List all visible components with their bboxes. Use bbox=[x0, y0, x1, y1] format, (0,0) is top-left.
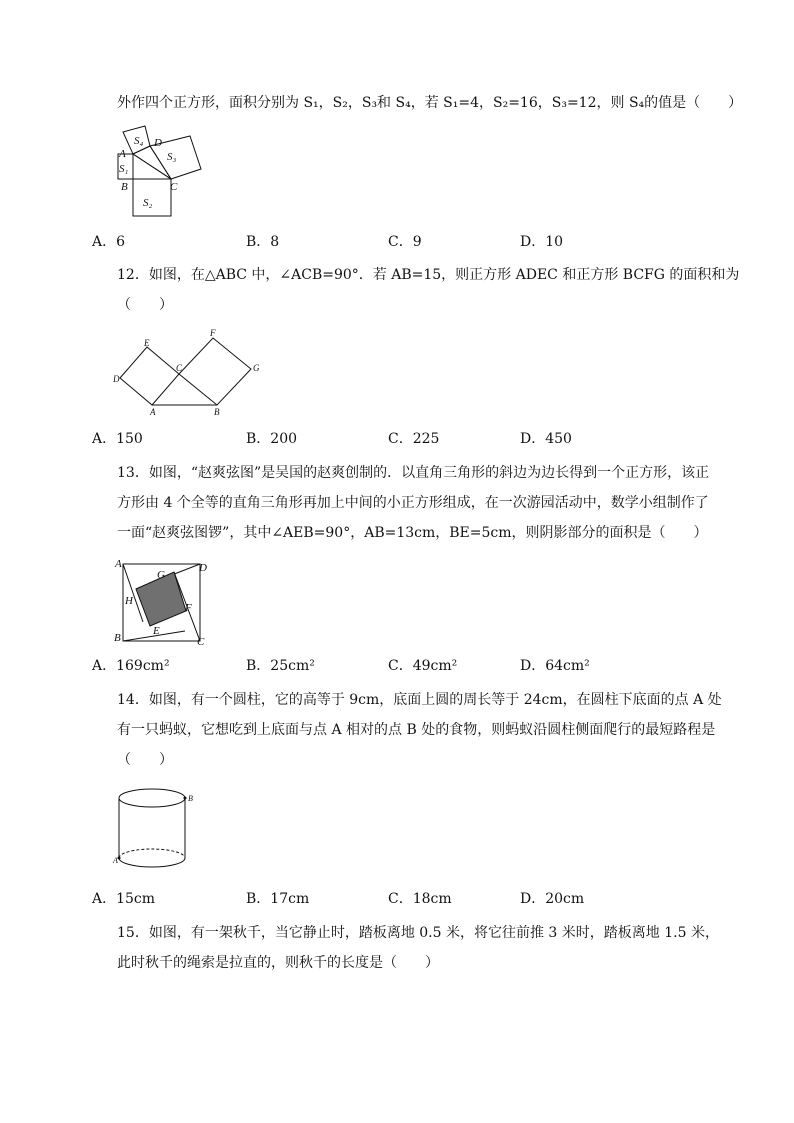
q12-label-a: A bbox=[150, 407, 156, 417]
q14-stem-line3: （ ） bbox=[117, 752, 173, 768]
q13-label-e: E bbox=[153, 625, 160, 637]
q13-option-a[interactable]: A．169cm² bbox=[92, 658, 170, 674]
q13-stem-line3: 一面“赵爽弦图锣”，其中∠AEB=90°，AB=13cm，BE=5cm，则阴影部分的面积是（ ） bbox=[117, 525, 708, 541]
q13-stem-line1: 13．如图，“赵爽弦图”是吴国的赵爽创制的．以直角三角形的斜边为边长得到一个正方形，该正 bbox=[117, 465, 710, 481]
q15-stem-line1: 15．如图，有一架秋千，当它静止时，踏板离地 0.5 米，将它往前推 3 米时，踏板离地 1.5 米， bbox=[117, 925, 719, 941]
q11-option-c[interactable]: C．9 bbox=[388, 234, 422, 250]
q11-label-s4: S₄ bbox=[134, 135, 144, 147]
q12-option-d[interactable]: D．450 bbox=[520, 431, 572, 447]
q14-stem-line1: 14．如图，有一个圆柱，它的高等于 9cm，底面上圆的周长等于 24cm，在圆柱下底面的点 A 处 bbox=[117, 692, 722, 708]
q11-label-d: D bbox=[154, 137, 162, 149]
q12-figure bbox=[110, 322, 265, 420]
q14-bottom-back-arc bbox=[119, 849, 185, 858]
q14-top-ellipse bbox=[119, 789, 185, 807]
q13-stem-line2: 方形由 4 个全等的直角三角形再加上中间的小正方形组成，在一次游园活动中，数学小组制作了 bbox=[117, 495, 709, 511]
q12-stem-line2: （ ） bbox=[117, 297, 173, 313]
q13-label-b: B bbox=[114, 632, 121, 644]
q12-label-c: C bbox=[176, 363, 183, 373]
q11-option-b[interactable]: B．8 bbox=[246, 234, 280, 250]
q13-option-b[interactable]: B．25cm² bbox=[246, 658, 315, 674]
q14-label-b: B bbox=[188, 794, 193, 803]
q11-figure bbox=[108, 124, 208, 218]
q13-option-c[interactable]: C．49cm² bbox=[388, 658, 458, 674]
q11-triangle-2 bbox=[133, 146, 171, 179]
q12-option-c[interactable]: C．225 bbox=[388, 431, 440, 447]
q12-square-adec bbox=[120, 347, 179, 405]
q12-label-e: E bbox=[144, 338, 150, 348]
q13-label-a: A bbox=[115, 558, 122, 570]
q11-label-b: B bbox=[121, 181, 128, 193]
q13-figure bbox=[110, 556, 215, 648]
q14-option-d[interactable]: D．20cm bbox=[520, 891, 585, 907]
q13-label-d: D bbox=[199, 562, 207, 574]
q11-label-c: C bbox=[170, 181, 178, 193]
q12-label-g: G bbox=[253, 363, 260, 373]
q14-point-a bbox=[118, 857, 121, 860]
q12-option-b[interactable]: B．200 bbox=[246, 431, 298, 447]
q11-label-a: A bbox=[119, 148, 126, 160]
q14-option-a[interactable]: A．15cm bbox=[92, 891, 156, 907]
q13-label-c: C bbox=[197, 636, 205, 648]
q12-stem-line1: 12．如图，在△ABC 中，∠ACB=90°．若 AB=15，则正方形 ADEC 和正方形 BCFG 的面积和为 bbox=[117, 267, 740, 283]
q12-label-f: F bbox=[210, 328, 216, 338]
q14-label-a: A bbox=[113, 856, 118, 865]
q11-label-s3: S₃ bbox=[167, 151, 177, 163]
q14-option-b[interactable]: B．17cm bbox=[246, 891, 310, 907]
q11-option-d[interactable]: D．10 bbox=[520, 234, 564, 250]
q12-square-bcfg bbox=[179, 338, 251, 405]
q14-stem-line2: 有一只蚂蚁，它想吃到上底面与点 A 相对的点 B 处的食物，则蚂蚁沿圆柱侧面爬行的最短路程是 bbox=[117, 722, 716, 738]
q11-option-a[interactable]: A．6 bbox=[92, 234, 126, 250]
q13-label-g: G bbox=[157, 569, 165, 581]
q11-stem: 外作四个正方形，面积分别为 S₁，S₂，S₃和 S₄，若 S₁=4，S₂=16，S₃=12，则 S₄的值是（ ） bbox=[117, 95, 743, 111]
q14-figure bbox=[110, 782, 202, 870]
q14-option-c[interactable]: C．18cm bbox=[388, 891, 452, 907]
q15-stem-line2: 此时秋千的绳索是拉直的，则秋千的长度是（ ） bbox=[117, 955, 439, 971]
q13-option-d[interactable]: D．64cm² bbox=[520, 658, 590, 674]
q12-label-d: D bbox=[113, 374, 120, 384]
q14-bottom-front-arc bbox=[119, 858, 185, 867]
q12-option-a[interactable]: A．150 bbox=[92, 431, 143, 447]
q11-label-s1: S₁ bbox=[119, 163, 129, 175]
q13-label-f: F bbox=[185, 602, 192, 614]
q12-label-b: B bbox=[214, 407, 220, 417]
q14-point-b bbox=[184, 797, 187, 800]
q13-label-h: H bbox=[125, 595, 133, 607]
q11-label-s2: S₂ bbox=[143, 197, 153, 209]
